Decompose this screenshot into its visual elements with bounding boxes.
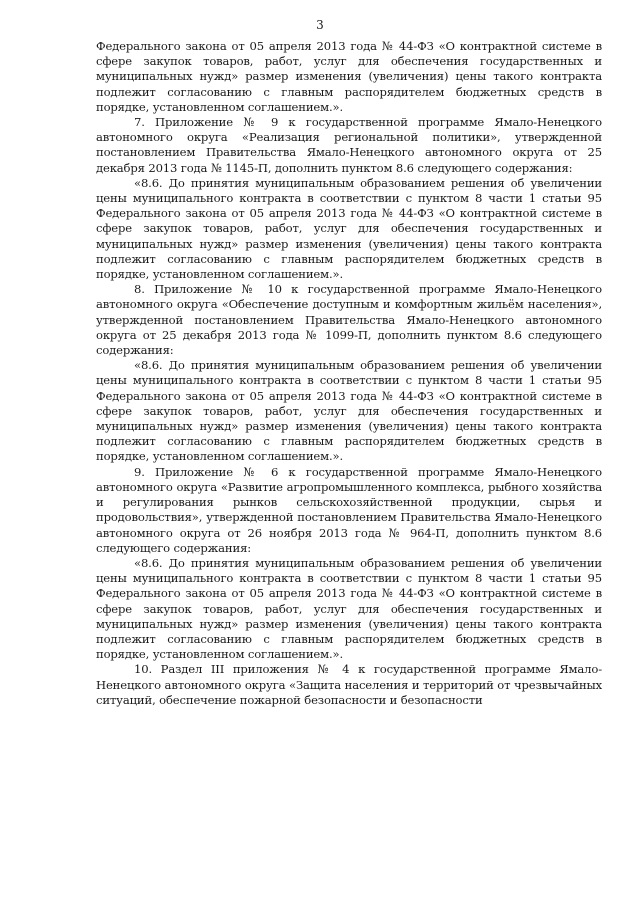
- paragraph-item-9: 9. Приложение № 6 к государственной программе Ямало-Ненецкого автономного округа «Развитие агропромышленного комплекса, рыбного хозяйства и регулирования рынков сельскохозяйственной продукции, сырья и продовольствия», утвержденной постановлением Правительства Ямало-Ненецкого автономного округа от 26 ноября 2013 года № 964-П, дополнить пунктом 8.6 следующего содержания:: [96, 464, 602, 555]
- document-body: [96, 39, 602, 708]
- paragraph-continuation: Федерального закона от 05 апреля 2013 года № 44-ФЗ «О контрактной системе в сфере закупок товаров, работ, услуг для обеспечения государственных и муниципальных нужд» размер изменения (увеличения) цены такого контракта подлежит согласованию с главным распорядителем бюджетных средств в порядке, установленном соглашением.».: [96, 39, 602, 114]
- paragraph-item-10: 10. Раздел III приложения № 4 к государственной программе Ямало-Ненецкого автономного округа «Защита населения и территорий от чрезвычайных ситуаций, обеспечение пожарной безопасности и безопасности: [96, 662, 602, 707]
- paragraph-item-8: 8. Приложение № 10 к государственной программе Ямало-Ненецкого автономного округа «Обеспечение доступным и комфортным жильём населения», утвержденной постановлением Правительства Ямало-Ненецкого автономного округа от 25 декабря 2013 года № 1099-П, дополнить пунктом 8.6 следующего содержания:: [96, 282, 602, 358]
- paragraph-quote-8-6-a: «8.6. До принятия муниципальным образованием решения об увеличении цены муниципального контракта в соответствии с пунктом 8 части 1 статьи 95 Федерального закона от 05 апреля 2013 года № 44-ФЗ «О контрактной системе в сфере закупок товаров, работ, услуг для обеспечения государственных и муниципальных нужд» размер изменения (увеличения) цены такого контракта подлежит согласованию с главным распорядителем бюджетных средств в порядке, установленном соглашением.».: [96, 175, 602, 282]
- paragraph-quote-8-6-b: «8.6. До принятия муниципальным образованием решения об увеличении цены муниципального контракта в соответствии с пунктом 8 части 1 статьи 95 Федерального закона от 05 апреля 2013 года № 44-ФЗ «О контрактной системе в сфере закупок товаров, работ, услуг для обеспечения государственных и муниципальных нужд» размер изменения (увеличения) цены такого контракта подлежит согласованию с главным распорядителем бюджетных средств в порядке, установленном соглашением.».: [96, 358, 602, 464]
- paragraph-quote-8-6-c: «8.6. До принятия муниципальным образованием решения об увеличении цены муниципального контракта в соответствии с пунктом 8 части 1 статьи 95 Федерального закона от 05 апреля 2013 года № 44-ФЗ «О контрактной системе в сфере закупок товаров, работ, услуг для обеспечения государственных и муниципальных нужд» размер изменения (увеличения) цены такого контракта подлежит согласованию с главным распорядителем бюджетных средств в порядке, установленном соглашением.».: [96, 555, 602, 662]
- paragraph-item-7: 7. Приложение № 9 к государственной программе Ямало-Ненецкого автономного округа «Реализация региональной политики», утвержденной постановлением Правительства Ямало-Ненецкого автономного округа от 25 декабря 2013 года № 1145-П, дополнить пунктом 8.6 следующего содержания:: [96, 115, 602, 175]
- page-number: 3: [316, 18, 324, 32]
